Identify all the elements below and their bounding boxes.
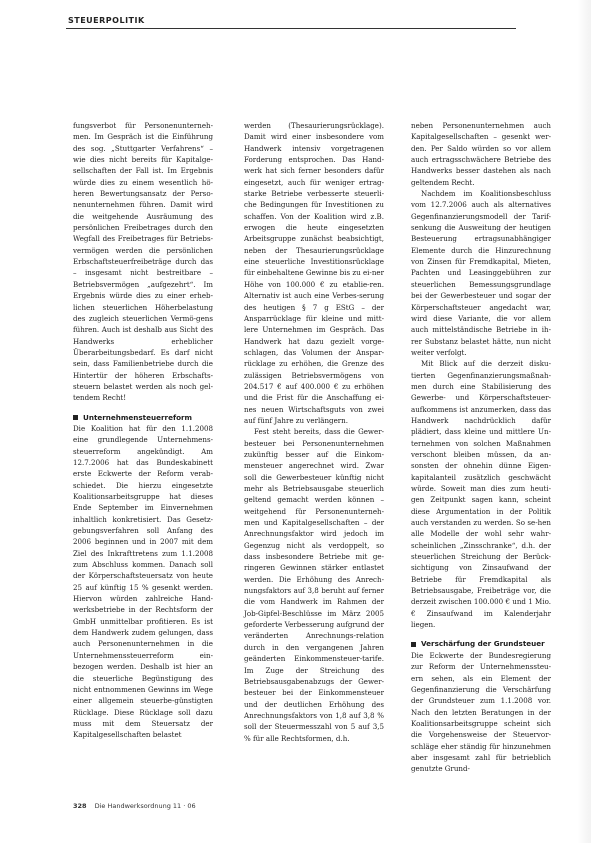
- subheading: [73, 412, 213, 423]
- paragraph: neben Personenunternehmen auch Kapitalgesellschaften – gesenkt wer-den. Per Saldo würden so vor allem auch ertragsschwächere Betriebe des Handwerks besser dastehen als nach geltendem Recht.: [411, 121, 551, 187]
- bullet-square-icon: [73, 415, 78, 420]
- page-number: 328: [73, 802, 87, 810]
- paragraph: Fest steht bereits, dass die Gewer-besteuer bei Personenunternehmen zukünftig besser auf die Einkom-mensteuer angerechnet wird. Zwar soll die Gewerbesteuer künftig nicht mehr als Betriebsausgabe steuerlich geltend gemacht werden können – weitgehend für Personenunterneh-men und Kapitalgesellschaften – der Anrechnungsfaktor wird jedoch im Gegenzug nicht als verdoppelt, so dass insbesondere Betriebe mit ge-ringeren Gewinnen stärker entlastet werden. Die Erhöhung des Anrech-nungsfaktors auf 3,8 beruht auf ferner die vom Handwerk im Rahmen der Job-Gipfel-Beschlüsse im März 2005 geforderte Verbesserung aufgrund der veränderten Anrechnungs-relation durch in den vergangenen Jahren geänderten Einkommensteuer-tarife. Im Zuge der Streichung des Betriebsausgabenabzugs der Gewer-besteuer bei der Einkommensteuer und der deutlichen Erhöhung des Anrechnungsfaktors von 1,8 auf 3,8 % soll der Steuermesszahl von 5 auf 3,5 % für alle Rechtsformen, d.h.: [244, 427, 384, 743]
- page-footer: [73, 802, 196, 810]
- journal-name: Die Handwerksordnung 11 · 06: [94, 802, 196, 810]
- section-label: STEUERPOLITIK: [68, 16, 145, 25]
- paragraph: Nachdem im Koalitionsbeschluss vom 12.7.2006 auch als alternatives Gegenfinanzierungsmodell der Tarif-senkung die Ausweitung der heutigen Besteuerung ertragsunabhängiger Elemente durch die Hinzurechnung von Zinsen für Fremdkapital, Mieten, Pachten und Leasinggebühren zur steuerlichen Bemessungsgrundlage bei der Gewerbesteuer und sogar der Körperschaftsteuer angedacht war, wird diese Variante, die vor allem auch mittelständische Betriebe in ih-rer Substanz belastet hätte, nun nicht weiter verfolgt.: [411, 189, 551, 357]
- column-3: [411, 120, 551, 775]
- paragraph: Die Koalition hat für den 1.1.2008 eine grundlegende Unternehmens-steuerreform angekündigt. Am 12.7.2006 hat das Bundeskabinett erste Eckwerte der Reform verab-schiedet. Die hierzu eingesetzte Koalitionsarbeitsgruppe hat dieses Ende September im Einvernehmen inhaltlich konkretisiert. Das Gesetz-gebungsverfahren soll Anfang des 2006 beginnen und in 2007 mit dem Ziel des Inkrafttretens zum 1.1.2008 zum Abschluss kommen. Danach soll der Körperschaftsteuersatz von heute 25 auf künftig 15 % gesenkt werden. Hiervon würden zahlreiche Hand-werksbetriebe in der Rechtsform der GmbH unmittelbar profitieren. Es ist dem Handwerk zudem gelungen, dass auch Personenunternehmen in die Unternehmenssteuerreform ein-bezogen werden. Deshalb ist hier an die steuerliche Begünstigung des nicht entnommenen Gewinns im Wege einer allgemein steuerbe-günstigten Rücklage. Diese Rücklage soll dazu muss mit dem Steuersatz der Kapitalgesellschaften belastet: [73, 423, 213, 740]
- page-edge-shadow: [577, 0, 591, 843]
- paragraph: Die Eckwerte der Bundesregierung zur Reform der Unternehmenssteu-ern sehen, als ein Element der Gegenfinanzierung die Verschärfung der Grundsteuer zum 1.1.2008 vor. Nach den letzten Beratungen in der Koalitionsarbeitsgruppe scheint sich die Vorgehensweise der Steuervor-schläge eher ständig für hinzunehmen aber insgesamt zahl für betrieblich genutzte Grund-: [411, 650, 551, 774]
- column-1: [73, 120, 213, 741]
- subheading-text: Verschärfung der Grundsteuer: [421, 639, 545, 649]
- paragraph: fungsverbot für Personenunterneh-men. Im Gespräch ist die Einführung des sog. „Stuttgarter Verfahrens“ – wie dies nicht bereits für Kapitalge-sellschaften der Fall ist. Im Ergebnis würde dies zu einem wesentlich hö-heren Bewertungsansatz der Perso-nenunternehmen führen. Damit wird die weitgehende Ausräumung des persönlichen Freibetrages durch den Wegfall des Freibetrages für Betriebs-vermögen werden die persönlichen Erbschaftsteuerfreibeträge durch das – insgesamt nicht bestreitbare – Betriebsvermögen „aufgezehrt“. Im Ergebnis würde dies zu einer erheb-lichen steuerlichen Höherbelastung des zugleich steuerlichen Vermö-gens führen. Auch ist deshalb aus Sicht des Handwerks erheblicher Überarbeitungsbedarf. Es darf nicht sein, dass Familienbetriebe durch die Hintertür der höheren Erbschafts-steuern belastet werden als noch gel-tendem Recht!: [73, 121, 213, 403]
- bullet-square-icon: [411, 642, 416, 647]
- header-rule: [66, 28, 516, 29]
- column-2: [244, 120, 384, 744]
- subheading-text: Unternehmensteuerreform: [83, 412, 193, 422]
- paragraph: Mit Blick auf die derzeit disku-tierten Gegenfinanzierungsmaßnah-men durch eine Stabilisierung des Gewerbe- und Körperschaftsteuer-aufkommens ist anzumerken, dass das Handwerk nachdrücklich dafür plädiert, dass kleine und mittlere Un-ternehmen von solchen Maßnahmen verschont bleiben müssen, da an-sonsten der ohnehin dünne Eigen-kapitalanteil zusätzlich geschwächt würde. Soweit man dies zum heuti-gen Zeitpunkt sagen kann, scheint diese Argumentation in der Politik auch verstanden zu werden. So se-hen alle Modelle der wohl sehr wahr-scheinlichen „Zinsschranke“, d.h. der steuerlichen Streichung der Berück-sichtigung von Zinsaufwand der Betriebe für Fremdkapital als Betriebsausgabe, Freibeträge vor, die derzeit zwischen 100.000 € und 1 Mio. € Zinsaufwand im Kalenderjahr liegen.: [411, 359, 551, 630]
- subheading: [411, 638, 551, 649]
- paragraph: werden (Thesaurierungsrücklage). Damit wird einer insbesondere vom Handwerk intensiv vorgetragenen Forderung entsprochen. Das Hand-werk hat sich ferner besonders dafür eingesetzt, auch für weniger ertrag-starke Betriebe verbesserte steuerli-che Bedingungen für Investitionen zu schaffen. Von der Koalition wird z.B. erwogen die heute eingesetzten Arbeitsgruppe zunächst beabsichtigt, neben der Thesaurierungsrücklage eine steuerliche Investitionsrücklage für einbehaltene Gewinne bis zu ei-ner Höhe von 100.000 € zu etablie-ren. Alternativ ist auch eine Verbes-serung des heutigen § 7 g EStG – der Ansparrücklage für kleine und mitt-lere Unternehmen im Gespräch. Das Handwerk hat dazu gezielt vorge-schlagen, das Volumen der Anspar-rücklage zu erhöhen, die Grenze des zulässigen Betriebsvermögens von 204.517 € auf 400.000 € zu erhöhen und die Frist für die Anschaffung ei-nes neuen Wirtschaftsguts von zwei auf fünf Jahre zu verlängern.: [244, 121, 384, 425]
